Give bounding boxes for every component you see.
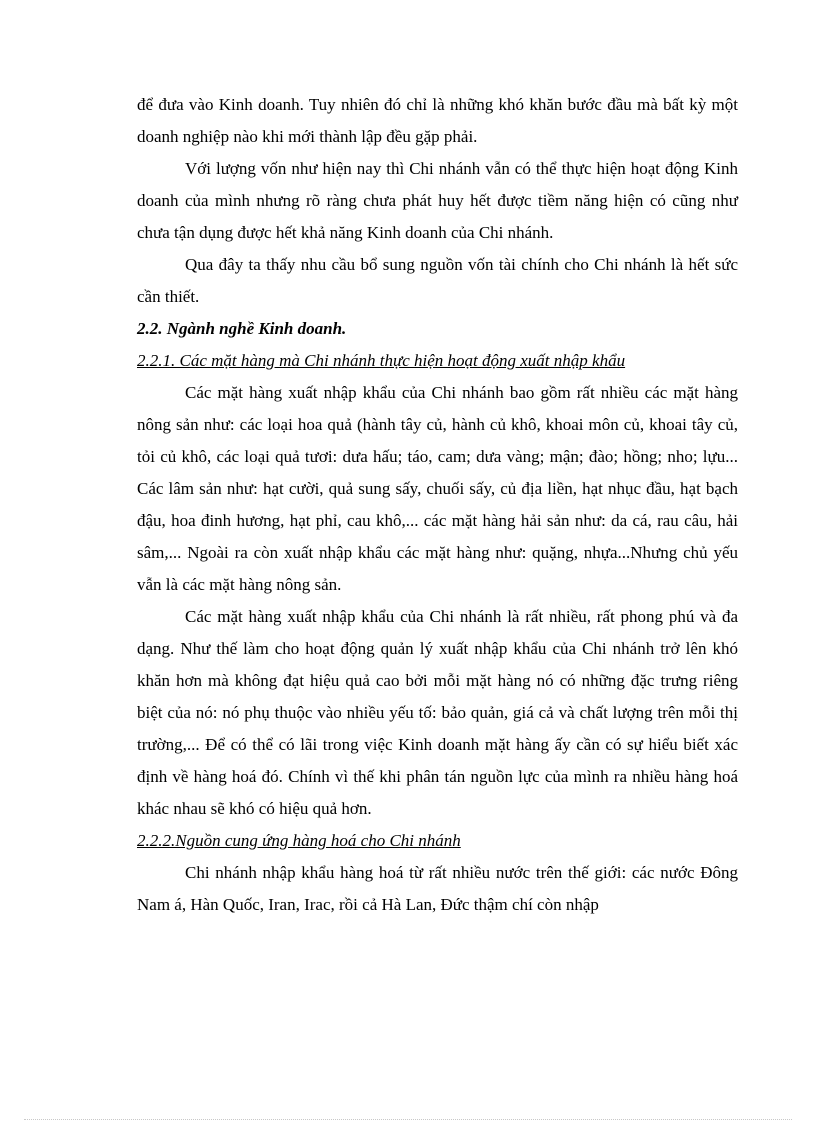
paragraph-products-diversity: Các mặt hàng xuất nhập khẩu của Chi nhánh là rất nhiều, rất phong phú và đa dạng. Như thế làm cho hoạt động quản lý xuất nhập khẩu của Chi nhánh trở lên khó khăn hơn mà không đạt hiệu quả cao bởi mỗi mặt hàng nó có những đặc trưng riêng biệt của nó: nó phụ thuộc vào nhiều yếu tố: bảo quản, giá cả và chất lượng trên mỗi thị trường,... Để có thể có lãi trong việc Kinh doanh mặt hàng ấy cần có sự hiểu biết xác định về hàng hoá đó. Chính vì thế khi phân tán nguồn lực của mình ra nhiều hàng hoá khác nhau sẽ khó có hiệu quả hơn. <box>137 607 738 818</box>
paragraph-supply: Chi nhánh nhập khẩu hàng hoá từ rất nhiều nước trên thế giới: các nước Đông Nam á, Hàn Quốc, Iran, Irac, rồi cả Hà Lan, Đức thậm chí còn nhập <box>137 863 738 914</box>
subsection-heading-products: 2.2.1. Các mặt hàng mà Chi nhánh thực hiện hoạt động xuất nhập khẩu <box>137 351 626 370</box>
paragraph-products: Các mặt hàng xuất nhập khẩu của Chi nhánh bao gồm rất nhiều các mặt hàng nông sản như: các loại hoa quả (hành tây củ, hành củ khô, khoai môn củ, khoai tây củ, tỏi củ khô, các loại quả tươi: dưa hấu; táo, cam; dưa vàng; mận; đào; hồng; nho; lựu... Các lâm sản như: hạt cười, quả sung sấy, chuối sấy, củ địa liền, hạt nhục đầu, hạt bạch đậu, hoa đinh hương, hạt phỉ, cau khô,... các mặt hàng hải sản như: da cá, rau câu, hải sâm,... Ngoài ra còn xuất nhập khẩu các mặt hàng như: quặng, nhựa...Nhưng chủ yếu vẫn là các mặt hàng nông sản. <box>137 383 738 594</box>
section-heading: 2.2. Ngành nghề Kinh doanh. <box>137 319 347 338</box>
document-page <box>137 89 738 921</box>
paragraph-intro: để đưa vào Kinh doanh. Tuy nhiên đó chỉ là những khó khăn bước đầu mà bất kỳ một doanh nghiệp nào khi mới thành lập đều gặp phải. <box>137 95 738 146</box>
paragraph-capital-need: Qua đây ta thấy nhu cầu bổ sung nguồn vốn tài chính cho Chi nhánh là hết sức cần thiết. <box>137 255 738 306</box>
page-bottom-divider <box>24 1119 792 1120</box>
paragraph-capital: Với lượng vốn như hiện nay thì Chi nhánh vẫn có thể thực hiện hoạt động Kinh doanh của mình nhưng rõ ràng chưa phát huy hết được tiềm năng hiện có cũng như chưa tận dụng được hết khả năng Kinh doanh của Chi nhánh. <box>137 159 738 242</box>
subsection-heading-supply: 2.2.2.Nguồn cung ứng hàng hoá cho Chi nhánh <box>137 831 461 850</box>
